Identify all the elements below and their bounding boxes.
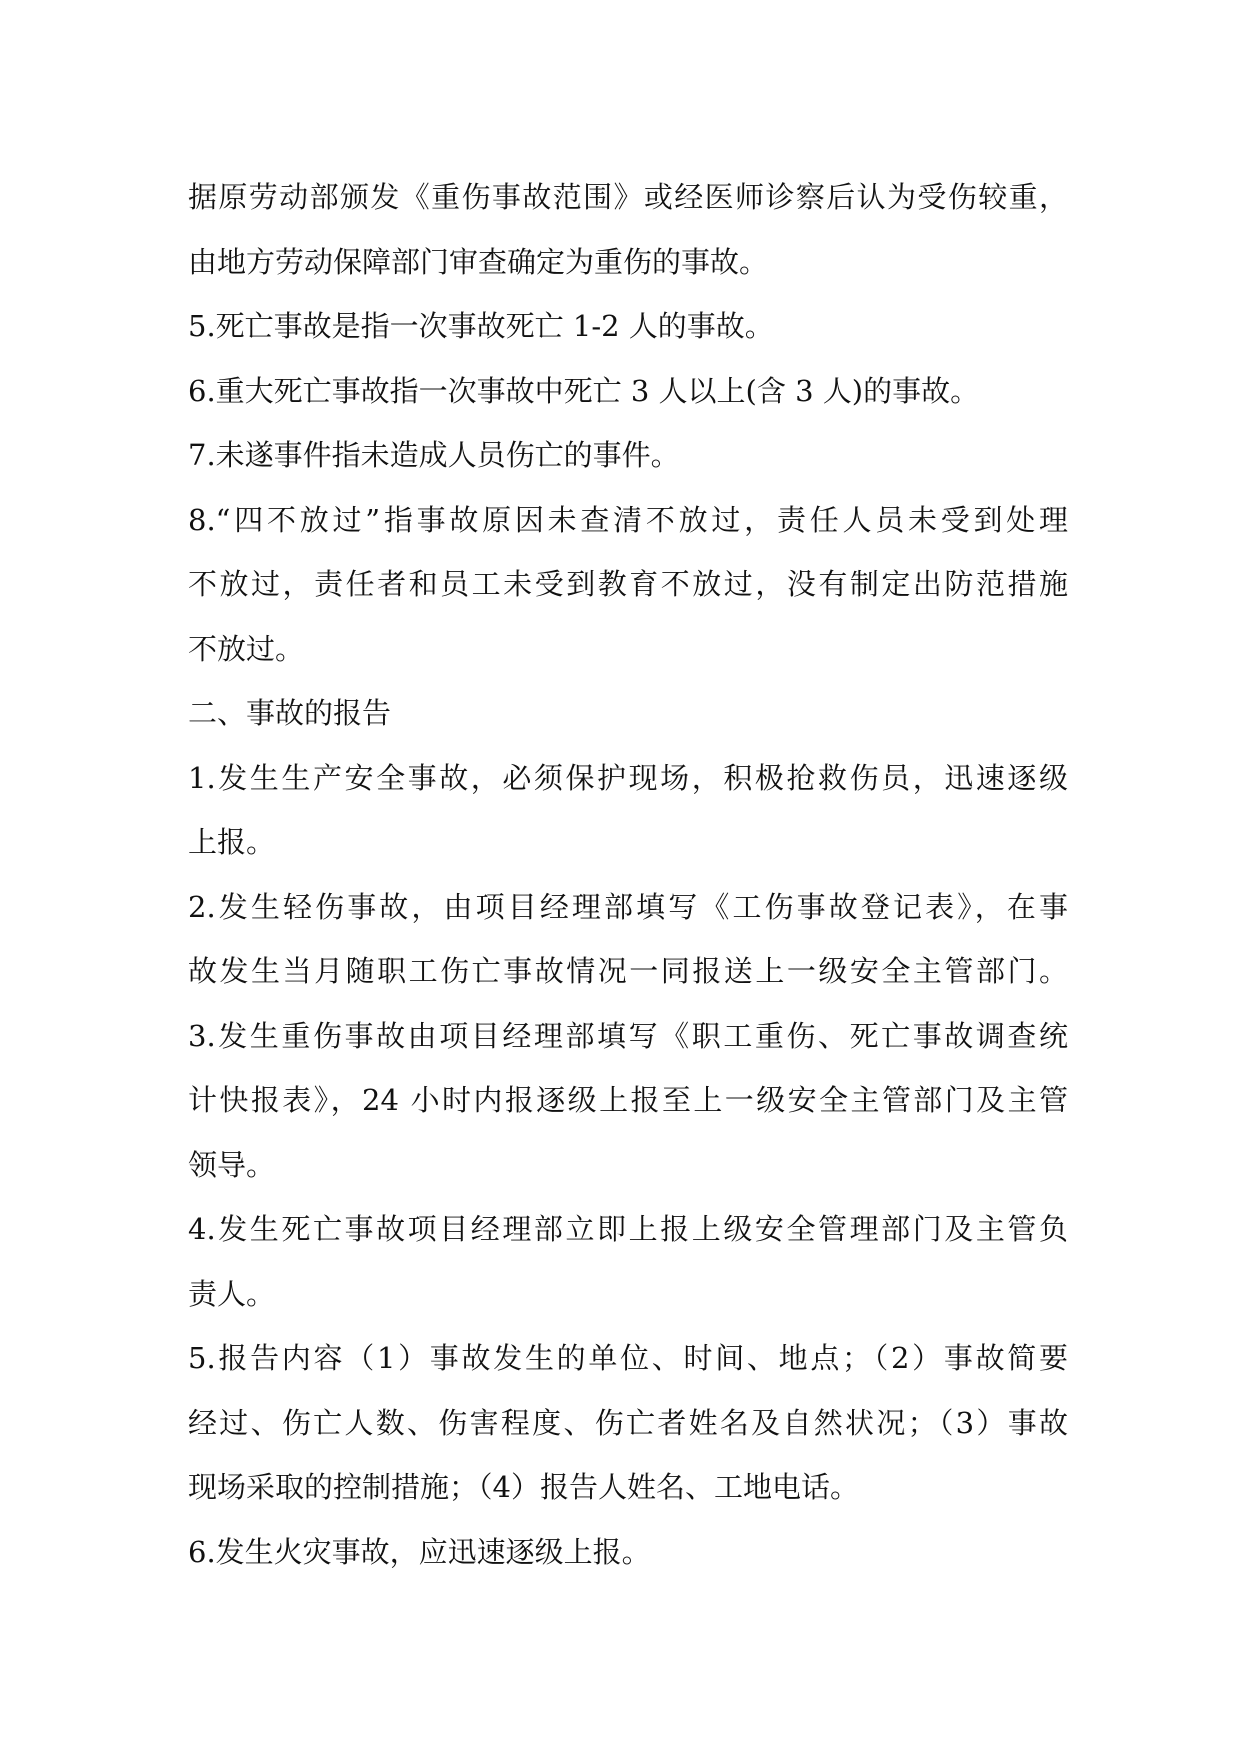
text-line: 据原劳动部颁发《重伤事故范围》或经医师诊察后认为受伤较重， [188,180,1068,214]
text-line: 计快报表》，24 小时内报逐级上报至上一级安全主管部门及主管 [188,1083,1068,1117]
text-line: 领导。 [188,1148,276,1182]
text-line: 现场采取的控制措施；（4）报告人姓名、工地电话。 [188,1470,859,1504]
text-line: 不放过。 [188,632,305,666]
text-line: 8.“四不放过”指事故原因未查清不放过，责任人员未受到处理 [188,503,1068,537]
text-line: 6.发生火灾事故，应迅速逐级上报。 [188,1535,651,1569]
text-line: 1.发生生产安全事故，必须保护现场，积极抢救伤员，迅速逐级 [188,761,1068,795]
section-heading: 二、事故的报告 [188,696,392,730]
text-line: 2.发生轻伤事故，由项目经理部填写《工伤事故登记表》，在事 [188,890,1068,924]
text-line: 责人。 [188,1277,276,1311]
text-line: 故发生当月随职工伤亡事故情况一同报送上一级安全主管部门。 [188,954,1068,988]
text-line: 4.发生死亡事故项目经理部立即上报上级安全管理部门及主管负 [188,1212,1068,1246]
text-line: 5.死亡事故是指一次事故死亡 1-2 人的事故。 [188,309,774,343]
text-line: 3.发生重伤事故由项目经理部填写《职工重伤、死亡事故调查统 [188,1019,1068,1053]
text-line: 上报。 [188,825,276,859]
text-line: 经过、伤亡人数、伤害程度、伤亡者姓名及自然状况；（3）事故 [188,1406,1068,1440]
text-line: 不放过，责任者和员工未受到教育不放过，没有制定出防范措施 [188,567,1068,601]
text-line: 7.未遂事件指未造成人员伤亡的事件。 [188,438,680,472]
text-line: 5.报告内容（1）事故发生的单位、时间、地点；（2）事故简要 [188,1341,1068,1375]
text-line: 6.重大死亡事故指一次事故中死亡 3 人以上(含 3 人)的事故。 [188,374,980,408]
text-line: 由地方劳动保障部门审查确定为重伤的事故。 [188,245,769,279]
